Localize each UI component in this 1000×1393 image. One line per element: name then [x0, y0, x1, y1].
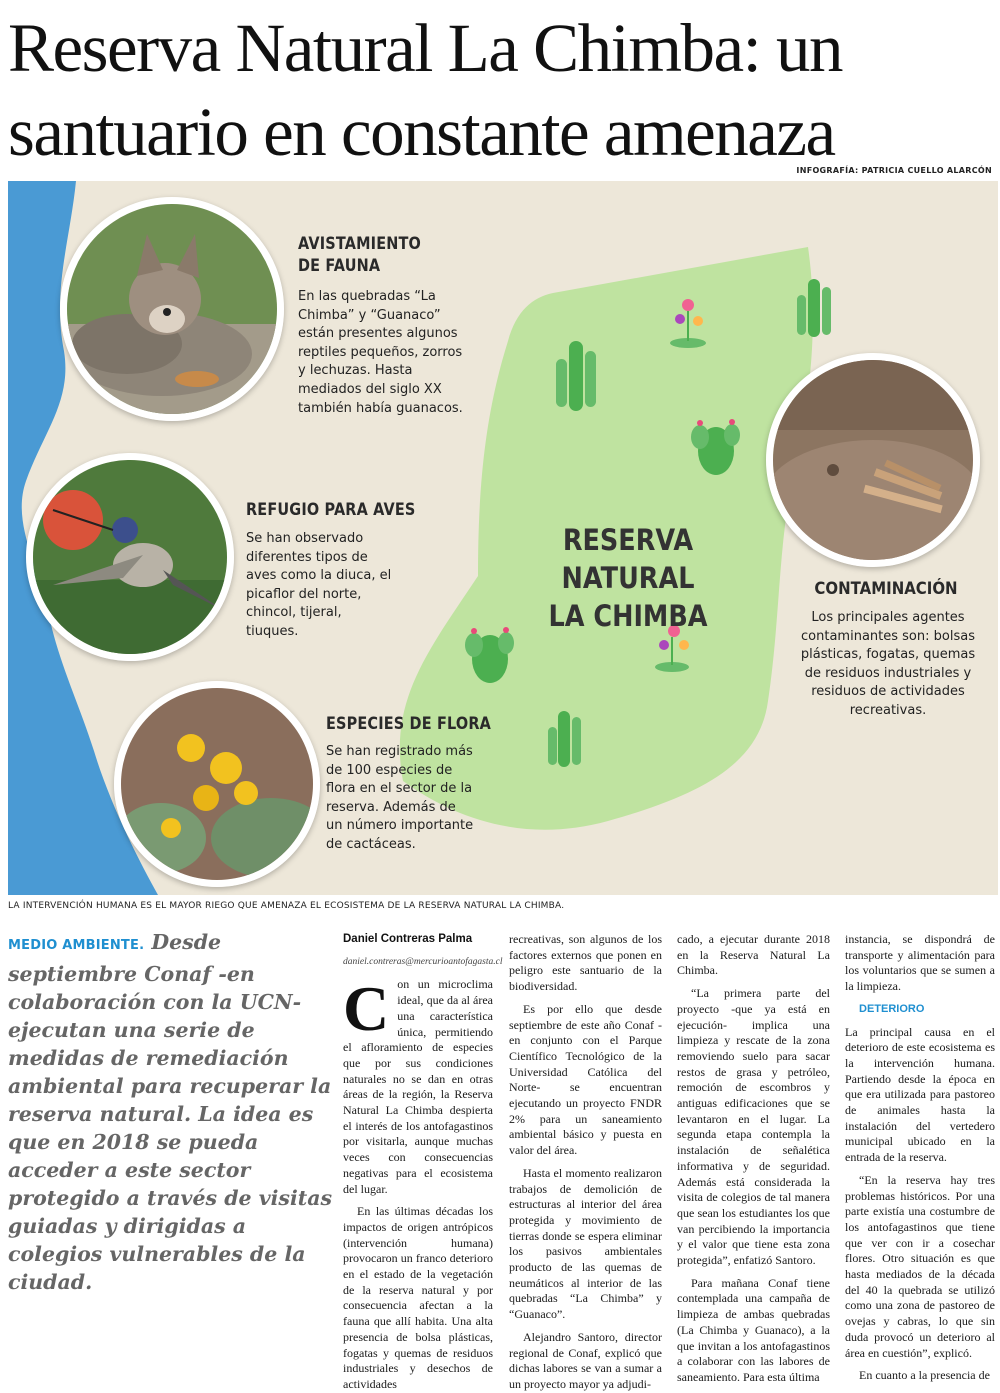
birds-text: Se han observado diferentes tipos de aves como la diuca, el picaflor del norte, chincol, tijeral, tiuques.	[246, 531, 392, 639]
hummingbird-photo	[26, 453, 234, 661]
pollution-title: CONTAMINACIÓN	[814, 579, 958, 599]
paragraph: “En la reserva hay tres problemas históricos. Por una parte existía una costumbre de los antofagastinos que tiene que ver con ir a cosechar flores. Otro situación es que hasta mediados de la década del 40 la quebrada se utilizó como una zona de pastoreo de ovejas y cabras, lo que sin duda provocó un deterioro al área en cuestión”, explicó.	[845, 1172, 995, 1360]
flora-title: ESPECIES DE FLORA	[326, 714, 491, 734]
paragraph: instancia, se dispondrá de transporte y alimentación para los voluntarios que se sumen a la limpieza.	[845, 932, 995, 994]
article-column-2	[509, 932, 662, 1393]
paragraph: Para mañana Conaf tiene contemplada una campaña de limpieza de ambas quebradas (La Chimba y Guanaco), a la que invitan a los antofagastinos a colaborar con las labores de saneamiento. Para esta última	[677, 1275, 830, 1384]
author-name: Daniel Contreras Palma	[343, 933, 473, 945]
lede	[8, 928, 333, 1296]
subhead-deterioro: DETERIORO	[859, 1002, 925, 1015]
article-column-4	[845, 932, 995, 1384]
section-kicker: MEDIO AMBIENTE.	[8, 938, 145, 953]
flora-text: Se han registrado más de 100 especies de flora en el sector de la reserva. Además de un número importante de cactáceas.	[326, 744, 474, 852]
flower-photo	[114, 681, 320, 887]
article-column-1	[343, 932, 503, 1393]
paragraph: Hasta el momento realizaron trabajos de demolición de estructuras al interior del área protegida y movimiento de tierras donde se espera eliminar los pasivos ambientales producto de las quemas de neumáticos al interior de las quebradas “La Chimba” y “Guanaco”.	[509, 1165, 662, 1322]
paragraph: Es por ello que desde septiembre de este año Conaf -en conjunto con el Parque Científico Tecnológico de la Universidad Católica del Norte- se encuentran ejecutando un proyecto FNDR 2% para un saneamiento ambiental básico y puesta en valor del área.	[509, 1001, 662, 1158]
headline: Reserva Natural La Chimba: un santuario en constante amenaza	[8, 10, 843, 170]
paragraph: “La primera parte del proyecto -que ya está en ejecución- implica una limpieza y rescate de la zona removiendo suelo para sacar restos de grasa y petróleo, remoción de escombros y antiguas edificaciones que se levantaron en el lugar. La segunda etapa contempla la instalación de señalética informativa y de seguridad. Además está considerada la visita de colegios de tal manera que sean los estudiantes los que van percibiendo la importancia y el valor que tiene esta zona protegida”, enfatizó Santoro.	[677, 986, 830, 1268]
paragraph: recreativas, son algunos de los factores externos que ponen en peligro este santuario de la biodiversidad.	[509, 932, 662, 994]
paragraph: Alejandro Santoro, director regional de Conaf, explicó que dichas labores se van a sumar a un proyecto mayor ya adjudi-	[509, 1329, 662, 1391]
paragraph: cado, a ejecutar durante 2018 en la Reserva Natural La Chimba.	[677, 932, 830, 978]
infographic	[8, 181, 998, 895]
paragraph: La principal causa en el deterioro de este ecosistema es la intervención humana. Partiendo desde la época en que era utilizada para pastoreo de animales hasta la instalación del vertedero municipal ubicado en la entrada de la reserva.	[845, 1024, 995, 1165]
fox-photo	[60, 197, 284, 421]
paragraph: Con un microclima ideal, que da al área una característica única, permitiendo el afloramiento de especies que por sus condiciones naturales no se dan en otras áreas de la región, la Reserva Natural La Chimba despierta el interés de los antofagastinos por visitarla, aunque muchas veces con consecuencias negativas para el ecosistema del lugar.	[343, 973, 493, 1196]
paragraph: En cuanto a la presencia de	[859, 1368, 990, 1383]
fauna-text: En las quebradas “La Chimba” y “Guanaco” están presentes algunos reptiles pequeños, zorros y lechuzas. Hasta mediados del siglo XX también había guanacos.	[298, 289, 463, 416]
infographic-caption: LA INTERVENCIÓN HUMANA ES EL MAYOR RIEGO QUE AMENAZA EL ECOSISTEMA DE LA RESERVA NATURAL LA CHIMBA.	[8, 901, 565, 911]
birds-title: REFUGIO PARA AVES	[246, 500, 416, 520]
fauna-title: AVISTAMIENTO DE FAUNA	[298, 234, 421, 276]
drop-cap: C	[343, 973, 390, 1045]
infographic-credit: INFOGRAFÍA: PATRICIA CUELLO ALARCÓN	[796, 166, 992, 175]
lede-text: Desde septiembre Conaf -en colaboración con la UCN- ejecutan una serie de medidas de remediación ambiental para recuperar la reserva natural. La idea es que en 2018 se pueda acceder a este sector protegido a través de visitas guiadas y dirigidas a colegios vulnerables de la ciudad.	[8, 930, 333, 1294]
paragraph: En las últimas décadas los impactos de origen antrópicos (intervención humana) provocaron un franco deterioro en el estado de la vegetación de la reserva natural y por consecuencia afectan a la fauna que allí habita. Una alta presencia de bolsa plásticas, fogatas y quemas de residuos industriales y desechos de actividades	[343, 1204, 493, 1391]
pollution-photo	[766, 353, 980, 567]
author-email: daniel.contreras@mercurioantofagasta.cl	[343, 956, 503, 967]
pollution-text: Los principales agentes contaminantes son: bolsas plásticas, fogatas, quemas de residuos industriales y residuos de actividades recreativas.	[800, 610, 976, 718]
article-column-3	[677, 932, 830, 1386]
reserve-title: RESERVA NATURAL LA CHIMBA	[548, 523, 708, 633]
